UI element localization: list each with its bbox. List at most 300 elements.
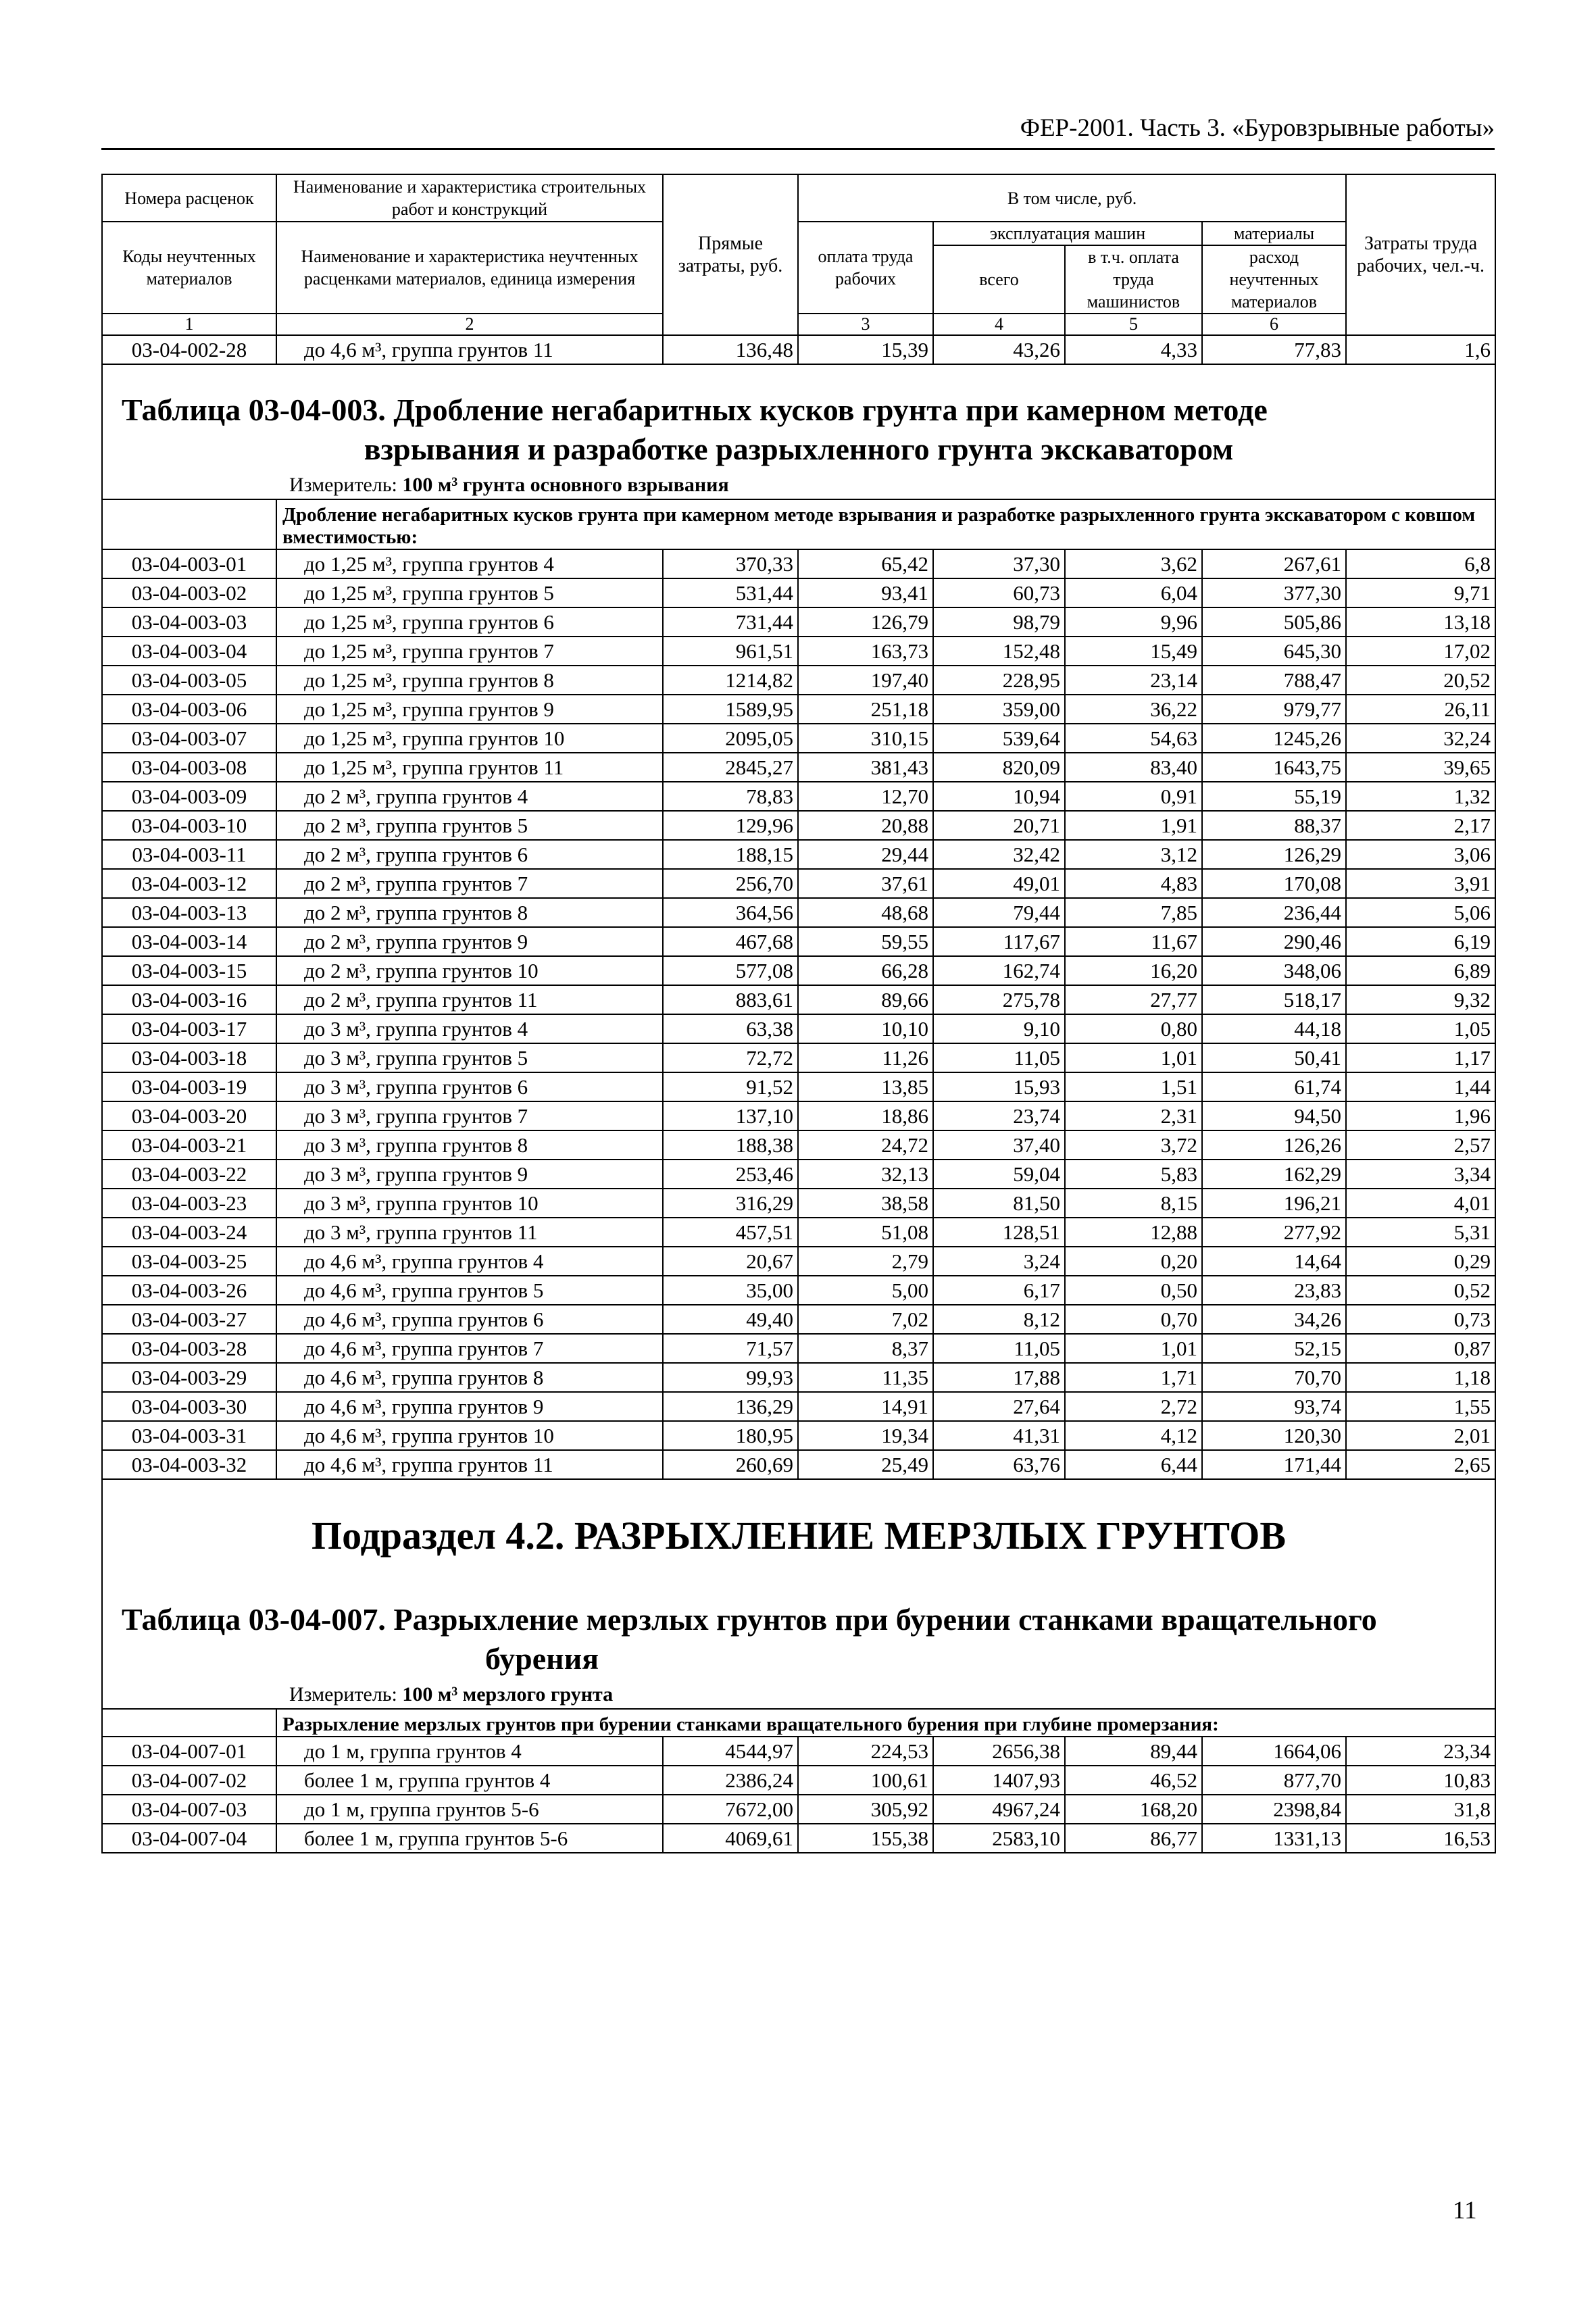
machines-total: 6,17 bbox=[933, 1276, 1065, 1305]
direct-costs: 256,70 bbox=[663, 869, 798, 898]
direct-costs: 4544,97 bbox=[663, 1737, 798, 1766]
labor-hours: 20,52 bbox=[1346, 666, 1495, 695]
rate-code: 03-04-003-30 bbox=[102, 1392, 276, 1421]
table-row bbox=[102, 985, 1495, 1014]
column-number: 2 bbox=[276, 314, 663, 335]
table-row bbox=[102, 1334, 1495, 1363]
machines-total: 1407,93 bbox=[933, 1766, 1065, 1795]
labor-hours: 3,91 bbox=[1346, 869, 1495, 898]
labor-pay: 59,55 bbox=[798, 927, 933, 956]
rate-name: более 1 м, группа грунтов 4 bbox=[276, 1766, 663, 1795]
rate-code: 03-04-003-16 bbox=[102, 985, 276, 1014]
labor-hours: 1,17 bbox=[1346, 1043, 1495, 1072]
machines-labor: 89,44 bbox=[1065, 1737, 1202, 1766]
direct-costs: 2845,27 bbox=[663, 753, 798, 782]
rate-name: до 4,6 м³, группа грунтов 7 bbox=[276, 1334, 663, 1363]
table-row bbox=[102, 1043, 1495, 1072]
rate-code: 03-04-007-01 bbox=[102, 1737, 276, 1766]
header-name-top: Наименование и характеристика строительных работ и конструкций bbox=[276, 174, 663, 222]
rate-code: 03-04-003-02 bbox=[102, 578, 276, 607]
materials: 70,70 bbox=[1202, 1363, 1346, 1392]
direct-costs: 2095,05 bbox=[663, 724, 798, 753]
direct-costs: 188,38 bbox=[663, 1130, 798, 1160]
rate-name: до 2 м³, группа грунтов 11 bbox=[276, 985, 663, 1014]
machines-labor: 15,49 bbox=[1065, 637, 1202, 666]
direct-costs: 63,38 bbox=[663, 1014, 798, 1043]
table-row bbox=[102, 724, 1495, 753]
materials: 14,64 bbox=[1202, 1247, 1346, 1276]
labor-hours: 2,57 bbox=[1346, 1130, 1495, 1160]
rate-name: более 1 м, группа грунтов 5-6 bbox=[276, 1824, 663, 1853]
rate-code: 03-04-003-22 bbox=[102, 1160, 276, 1189]
machines-labor: 8,15 bbox=[1065, 1189, 1202, 1218]
labor-pay: 14,91 bbox=[798, 1392, 933, 1421]
labor-hours: 1,05 bbox=[1346, 1014, 1495, 1043]
rates-table bbox=[101, 174, 1496, 1853]
machines-total: 117,67 bbox=[933, 927, 1065, 956]
labor-pay: 251,18 bbox=[798, 695, 933, 724]
labor-pay: 38,58 bbox=[798, 1189, 933, 1218]
meter-label: Измеритель: bbox=[289, 1683, 397, 1706]
machines-labor: 54,63 bbox=[1065, 724, 1202, 753]
machines-total: 63,76 bbox=[933, 1450, 1065, 1479]
table-003-title-row bbox=[102, 364, 1495, 499]
table-007-body bbox=[102, 1737, 1495, 1853]
direct-costs: 72,72 bbox=[663, 1043, 798, 1072]
header-labor-pay: оплата труда рабочих bbox=[798, 222, 933, 314]
table-007-title bbox=[107, 1600, 1491, 1639]
machines-total: 162,74 bbox=[933, 956, 1065, 985]
labor-hours: 5,06 bbox=[1346, 898, 1495, 927]
machines-total: 17,88 bbox=[933, 1363, 1065, 1392]
materials: 979,77 bbox=[1202, 695, 1346, 724]
direct-costs: 364,56 bbox=[663, 898, 798, 927]
labor-hours: 2,17 bbox=[1346, 811, 1495, 840]
direct-costs: 2386,24 bbox=[663, 1766, 798, 1795]
subsection-row bbox=[102, 1479, 1495, 1709]
labor-hours: 1,18 bbox=[1346, 1363, 1495, 1392]
header-labor-cost: Затраты труда рабочих, чел.-ч. bbox=[1346, 174, 1495, 335]
rate-code: 03-04-007-04 bbox=[102, 1824, 276, 1853]
table-row bbox=[102, 1014, 1495, 1043]
table-row bbox=[102, 840, 1495, 869]
machines-total: 359,00 bbox=[933, 695, 1065, 724]
header-materials-cons: расход неучтенных материалов bbox=[1202, 245, 1346, 314]
materials: 877,70 bbox=[1202, 1766, 1346, 1795]
materials: 55,19 bbox=[1202, 782, 1346, 811]
labor-pay: 24,72 bbox=[798, 1130, 933, 1160]
machines-labor: 23,14 bbox=[1065, 666, 1202, 695]
machines-labor: 11,67 bbox=[1065, 927, 1202, 956]
materials: 126,26 bbox=[1202, 1130, 1346, 1160]
table-row bbox=[102, 607, 1495, 637]
materials: 93,74 bbox=[1202, 1392, 1346, 1421]
labor-pay: 224,53 bbox=[798, 1737, 933, 1766]
rate-code: 03-04-003-17 bbox=[102, 1014, 276, 1043]
table-row bbox=[102, 927, 1495, 956]
labor-hours: 3,34 bbox=[1346, 1160, 1495, 1189]
labor-pay: 51,08 bbox=[798, 1218, 933, 1247]
labor-hours: 4,01 bbox=[1346, 1189, 1495, 1218]
materials: 1245,26 bbox=[1202, 724, 1346, 753]
labor-hours: 2,01 bbox=[1346, 1421, 1495, 1450]
table-007-group-desc: Разрыхление мерзлых грунтов при бурении станками вращательного бурения при глубине промерзания: bbox=[276, 1709, 1495, 1737]
column-number: 6 bbox=[1202, 314, 1346, 335]
materials: 505,86 bbox=[1202, 607, 1346, 637]
rate-name: до 3 м³, группа грунтов 6 bbox=[276, 1072, 663, 1101]
table-row bbox=[102, 1218, 1495, 1247]
labor-hours: 0,73 bbox=[1346, 1305, 1495, 1334]
rate-name: до 2 м³, группа грунтов 4 bbox=[276, 782, 663, 811]
rate-code: 03-04-003-20 bbox=[102, 1101, 276, 1130]
labor-hours: 1,6 bbox=[1346, 335, 1495, 364]
machines-total: 820,09 bbox=[933, 753, 1065, 782]
labor-hours: 9,32 bbox=[1346, 985, 1495, 1014]
direct-costs: 20,67 bbox=[663, 1247, 798, 1276]
machines-total: 128,51 bbox=[933, 1218, 1065, 1247]
labor-hours: 1,44 bbox=[1346, 1072, 1495, 1101]
table-row bbox=[102, 1795, 1495, 1824]
labor-hours: 1,55 bbox=[1346, 1392, 1495, 1421]
rate-code: 03-04-003-04 bbox=[102, 637, 276, 666]
table-row bbox=[102, 782, 1495, 811]
labor-pay: 29,44 bbox=[798, 840, 933, 869]
table-row bbox=[102, 549, 1495, 578]
labor-hours: 23,34 bbox=[1346, 1737, 1495, 1766]
header-codes-bottom: Коды неучтенных материалов bbox=[102, 222, 276, 314]
labor-pay: 305,92 bbox=[798, 1795, 933, 1824]
rate-name: до 3 м³, группа грунтов 10 bbox=[276, 1189, 663, 1218]
direct-costs: 4069,61 bbox=[663, 1824, 798, 1853]
labor-pay: 155,38 bbox=[798, 1824, 933, 1853]
machines-labor: 0,70 bbox=[1065, 1305, 1202, 1334]
materials: 267,61 bbox=[1202, 549, 1346, 578]
rate-name: до 4,6 м³, группа грунтов 9 bbox=[276, 1392, 663, 1421]
materials: 518,17 bbox=[1202, 985, 1346, 1014]
machines-total: 152,48 bbox=[933, 637, 1065, 666]
rate-name: до 3 м³, группа грунтов 4 bbox=[276, 1014, 663, 1043]
direct-costs: 78,83 bbox=[663, 782, 798, 811]
direct-costs: 731,44 bbox=[663, 607, 798, 637]
machines-total: 23,74 bbox=[933, 1101, 1065, 1130]
labor-pay: 197,40 bbox=[798, 666, 933, 695]
direct-costs: 99,93 bbox=[663, 1363, 798, 1392]
labor-hours: 0,87 bbox=[1346, 1334, 1495, 1363]
direct-costs: 188,15 bbox=[663, 840, 798, 869]
machines-labor: 46,52 bbox=[1065, 1766, 1202, 1795]
rate-code: 03-04-003-13 bbox=[102, 898, 276, 927]
machines-total: 27,64 bbox=[933, 1392, 1065, 1421]
labor-pay: 66,28 bbox=[798, 956, 933, 985]
table-007-group-row bbox=[102, 1709, 1495, 1737]
machines-total: 11,05 bbox=[933, 1334, 1065, 1363]
labor-pay: 89,66 bbox=[798, 985, 933, 1014]
table-row bbox=[102, 1363, 1495, 1392]
direct-costs: 136,29 bbox=[663, 1392, 798, 1421]
header-materials: материалы bbox=[1202, 222, 1346, 245]
rate-name: до 2 м³, группа грунтов 7 bbox=[276, 869, 663, 898]
header-name-bottom: Наименование и характеристика неучтенных расценками материалов, единица измерения bbox=[276, 222, 663, 314]
labor-hours: 6,8 bbox=[1346, 549, 1495, 578]
labor-pay: 2,79 bbox=[798, 1247, 933, 1276]
rate-code: 03-04-003-07 bbox=[102, 724, 276, 753]
machines-total: 2583,10 bbox=[933, 1824, 1065, 1853]
column-number: 4 bbox=[933, 314, 1065, 335]
rate-code: 03-04-003-26 bbox=[102, 1276, 276, 1305]
machines-total: 539,64 bbox=[933, 724, 1065, 753]
direct-costs: 467,68 bbox=[663, 927, 798, 956]
labor-pay: 10,10 bbox=[798, 1014, 933, 1043]
labor-hours: 32,24 bbox=[1346, 724, 1495, 753]
rate-code: 03-04-002-28 bbox=[102, 335, 276, 364]
direct-costs: 71,57 bbox=[663, 1334, 798, 1363]
machines-labor: 4,33 bbox=[1065, 335, 1202, 364]
direct-costs: 961,51 bbox=[663, 637, 798, 666]
rate-code: 03-04-003-10 bbox=[102, 811, 276, 840]
labor-pay: 381,43 bbox=[798, 753, 933, 782]
rate-code: 03-04-003-01 bbox=[102, 549, 276, 578]
header-in-total: В том числе, руб. bbox=[798, 174, 1346, 222]
rate-code: 03-04-007-03 bbox=[102, 1795, 276, 1824]
labor-hours: 16,53 bbox=[1346, 1824, 1495, 1853]
machines-labor: 6,04 bbox=[1065, 578, 1202, 607]
table-row bbox=[102, 1421, 1495, 1450]
labor-pay: 65,42 bbox=[798, 549, 933, 578]
direct-costs: 91,52 bbox=[663, 1072, 798, 1101]
rate-name: до 3 м³, группа грунтов 7 bbox=[276, 1101, 663, 1130]
labor-hours: 39,65 bbox=[1346, 753, 1495, 782]
machines-total: 59,04 bbox=[933, 1160, 1065, 1189]
header-machines: эксплуатация машин bbox=[933, 222, 1202, 245]
table-row bbox=[102, 811, 1495, 840]
direct-costs: 1214,82 bbox=[663, 666, 798, 695]
machines-total: 32,42 bbox=[933, 840, 1065, 869]
machines-labor: 9,96 bbox=[1065, 607, 1202, 637]
materials: 348,06 bbox=[1202, 956, 1346, 985]
machines-total: 228,95 bbox=[933, 666, 1065, 695]
labor-pay: 8,37 bbox=[798, 1334, 933, 1363]
labor-pay: 13,85 bbox=[798, 1072, 933, 1101]
materials: 290,46 bbox=[1202, 927, 1346, 956]
labor-pay: 11,26 bbox=[798, 1043, 933, 1072]
rate-code: 03-04-003-15 bbox=[102, 956, 276, 985]
machines-total: 43,26 bbox=[933, 335, 1065, 364]
labor-pay: 48,68 bbox=[798, 898, 933, 927]
machines-total: 79,44 bbox=[933, 898, 1065, 927]
materials: 236,44 bbox=[1202, 898, 1346, 927]
machines-labor: 6,44 bbox=[1065, 1450, 1202, 1479]
page-number: 11 bbox=[1453, 2197, 1477, 2224]
direct-costs: 35,00 bbox=[663, 1276, 798, 1305]
machines-labor: 3,62 bbox=[1065, 549, 1202, 578]
rate-code: 03-04-003-08 bbox=[102, 753, 276, 782]
rate-name: до 1,25 м³, группа грунтов 8 bbox=[276, 666, 663, 695]
labor-pay: 93,41 bbox=[798, 578, 933, 607]
header-codes-top: Номера расценок bbox=[102, 174, 276, 222]
direct-costs: 137,10 bbox=[663, 1101, 798, 1130]
rate-code: 03-04-003-18 bbox=[102, 1043, 276, 1072]
direct-costs: 457,51 bbox=[663, 1218, 798, 1247]
labor-hours: 0,52 bbox=[1346, 1276, 1495, 1305]
table-003-title-line2: взрывания и разработке разрыхленного грунта экскаватором bbox=[364, 432, 1234, 466]
machines-labor: 0,80 bbox=[1065, 1014, 1202, 1043]
materials: 52,15 bbox=[1202, 1334, 1346, 1363]
table-row bbox=[102, 695, 1495, 724]
machines-labor: 1,71 bbox=[1065, 1363, 1202, 1392]
column-number: 3 bbox=[798, 314, 933, 335]
machines-labor: 12,88 bbox=[1065, 1218, 1202, 1247]
header-direct-costs: Прямые затраты, руб. bbox=[663, 174, 798, 335]
labor-pay: 19,34 bbox=[798, 1421, 933, 1450]
labor-pay: 163,73 bbox=[798, 637, 933, 666]
meter-value: 100 м³ грунта основного взрывания bbox=[402, 474, 729, 496]
table-row bbox=[102, 1766, 1495, 1795]
machines-total: 60,73 bbox=[933, 578, 1065, 607]
rate-code: 03-04-003-12 bbox=[102, 869, 276, 898]
materials: 120,30 bbox=[1202, 1421, 1346, 1450]
machines-labor: 4,12 bbox=[1065, 1421, 1202, 1450]
materials: 34,26 bbox=[1202, 1305, 1346, 1334]
materials: 44,18 bbox=[1202, 1014, 1346, 1043]
rate-code: 03-04-003-27 bbox=[102, 1305, 276, 1334]
rate-code: 03-04-003-29 bbox=[102, 1363, 276, 1392]
rate-name: до 1,25 м³, группа грунтов 6 bbox=[276, 607, 663, 637]
machines-labor: 7,85 bbox=[1065, 898, 1202, 927]
materials: 50,41 bbox=[1202, 1043, 1346, 1072]
table-row bbox=[102, 335, 1495, 364]
machines-labor: 1,01 bbox=[1065, 1043, 1202, 1072]
labor-pay: 100,61 bbox=[798, 1766, 933, 1795]
table-row bbox=[102, 1189, 1495, 1218]
table-row bbox=[102, 1072, 1495, 1101]
labor-hours: 6,19 bbox=[1346, 927, 1495, 956]
rate-name: до 1,25 м³, группа грунтов 11 bbox=[276, 753, 663, 782]
machines-labor: 83,40 bbox=[1065, 753, 1202, 782]
labor-hours: 31,8 bbox=[1346, 1795, 1495, 1824]
rate-name: до 4,6 м³, группа грунтов 11 bbox=[276, 1450, 663, 1479]
rate-code: 03-04-003-23 bbox=[102, 1189, 276, 1218]
materials: 23,83 bbox=[1202, 1276, 1346, 1305]
table-003-title-line1: Таблица 03-04-003. Дробление негабаритных кусков грунта при камерном методе bbox=[122, 393, 1268, 427]
machines-labor: 3,72 bbox=[1065, 1130, 1202, 1160]
rate-code: 03-04-003-03 bbox=[102, 607, 276, 637]
rate-code: 03-04-003-31 bbox=[102, 1421, 276, 1450]
table-row bbox=[102, 666, 1495, 695]
labor-hours: 2,65 bbox=[1346, 1450, 1495, 1479]
rate-name: до 1,25 м³, группа грунтов 9 bbox=[276, 695, 663, 724]
labor-pay: 5,00 bbox=[798, 1276, 933, 1305]
materials: 2398,84 bbox=[1202, 1795, 1346, 1824]
labor-pay: 37,61 bbox=[798, 869, 933, 898]
table-row bbox=[102, 637, 1495, 666]
labor-pay: 20,88 bbox=[798, 811, 933, 840]
labor-pay: 126,79 bbox=[798, 607, 933, 637]
rate-code: 03-04-003-14 bbox=[102, 927, 276, 956]
direct-costs: 253,46 bbox=[663, 1160, 798, 1189]
labor-hours: 17,02 bbox=[1346, 637, 1495, 666]
machines-labor: 36,22 bbox=[1065, 695, 1202, 724]
machines-total: 10,94 bbox=[933, 782, 1065, 811]
rate-code: 03-04-003-24 bbox=[102, 1218, 276, 1247]
machines-total: 81,50 bbox=[933, 1189, 1065, 1218]
rate-name: до 3 м³, группа грунтов 5 bbox=[276, 1043, 663, 1072]
machines-labor: 5,83 bbox=[1065, 1160, 1202, 1189]
rate-code: 03-04-007-02 bbox=[102, 1766, 276, 1795]
direct-costs: 531,44 bbox=[663, 578, 798, 607]
rate-name: до 1,25 м³, группа грунтов 10 bbox=[276, 724, 663, 753]
rate-code: 03-04-003-21 bbox=[102, 1130, 276, 1160]
table-row bbox=[102, 1305, 1495, 1334]
table-007-title-line1: Таблица 03-04-007. Разрыхление мерзлых грунтов при бурении станками вращательного bbox=[122, 1602, 1377, 1637]
materials: 61,74 bbox=[1202, 1072, 1346, 1101]
materials: 94,50 bbox=[1202, 1101, 1346, 1130]
column-number: 5 bbox=[1065, 314, 1202, 335]
machines-total: 2656,38 bbox=[933, 1737, 1065, 1766]
materials: 126,29 bbox=[1202, 840, 1346, 869]
header-machines-total: всего bbox=[933, 245, 1065, 314]
materials: 1664,06 bbox=[1202, 1737, 1346, 1766]
rate-name: до 1 м, группа грунтов 5-6 bbox=[276, 1795, 663, 1824]
table-row bbox=[102, 753, 1495, 782]
rate-name: до 3 м³, группа грунтов 8 bbox=[276, 1130, 663, 1160]
rate-code: 03-04-003-25 bbox=[102, 1247, 276, 1276]
rate-code: 03-04-003-05 bbox=[102, 666, 276, 695]
machines-total: 20,71 bbox=[933, 811, 1065, 840]
labor-hours: 0,29 bbox=[1346, 1247, 1495, 1276]
table-row bbox=[102, 1824, 1495, 1853]
header-row-2 bbox=[102, 222, 1495, 245]
materials: 277,92 bbox=[1202, 1218, 1346, 1247]
rate-name: до 3 м³, группа грунтов 9 bbox=[276, 1160, 663, 1189]
table-row bbox=[102, 578, 1495, 607]
direct-costs: 49,40 bbox=[663, 1305, 798, 1334]
materials: 162,29 bbox=[1202, 1160, 1346, 1189]
labor-pay: 15,39 bbox=[798, 335, 933, 364]
materials: 170,08 bbox=[1202, 869, 1346, 898]
table-row bbox=[102, 1450, 1495, 1479]
direct-costs: 180,95 bbox=[663, 1421, 798, 1450]
materials: 77,83 bbox=[1202, 335, 1346, 364]
table-003-title-2 bbox=[107, 430, 1491, 469]
labor-pay: 12,70 bbox=[798, 782, 933, 811]
machines-total: 8,12 bbox=[933, 1305, 1065, 1334]
header-machines-incl: в т.ч. оплата труда машинистов bbox=[1065, 245, 1202, 314]
table-007-title-2 bbox=[107, 1639, 1491, 1678]
rate-name: до 4,6 м³, группа грунтов 11 bbox=[276, 335, 663, 364]
machines-labor: 2,31 bbox=[1065, 1101, 1202, 1130]
rate-name: до 4,6 м³, группа грунтов 5 bbox=[276, 1276, 663, 1305]
subsection-title: Подраздел 4.2. РАЗРЫХЛЕНИЕ МЕРЗЛЫХ ГРУНТОВ bbox=[311, 1514, 1287, 1558]
table-003-title bbox=[107, 391, 1491, 430]
direct-costs: 129,96 bbox=[663, 811, 798, 840]
direct-costs: 316,29 bbox=[663, 1189, 798, 1218]
table-row bbox=[102, 1737, 1495, 1766]
machines-labor: 0,20 bbox=[1065, 1247, 1202, 1276]
table-row bbox=[102, 956, 1495, 985]
rate-name: до 2 м³, группа грунтов 6 bbox=[276, 840, 663, 869]
rate-name: до 2 м³, группа грунтов 9 bbox=[276, 927, 663, 956]
rate-name: до 4,6 м³, группа грунтов 4 bbox=[276, 1247, 663, 1276]
machines-labor: 16,20 bbox=[1065, 956, 1202, 985]
labor-hours: 5,31 bbox=[1346, 1218, 1495, 1247]
rate-name: до 4,6 м³, группа грунтов 10 bbox=[276, 1421, 663, 1450]
rate-code: 03-04-003-19 bbox=[102, 1072, 276, 1101]
machines-labor: 1,51 bbox=[1065, 1072, 1202, 1101]
rate-name: до 4,6 м³, группа грунтов 8 bbox=[276, 1363, 663, 1392]
materials: 788,47 bbox=[1202, 666, 1346, 695]
machines-total: 98,79 bbox=[933, 607, 1065, 637]
machines-total: 9,10 bbox=[933, 1014, 1065, 1043]
